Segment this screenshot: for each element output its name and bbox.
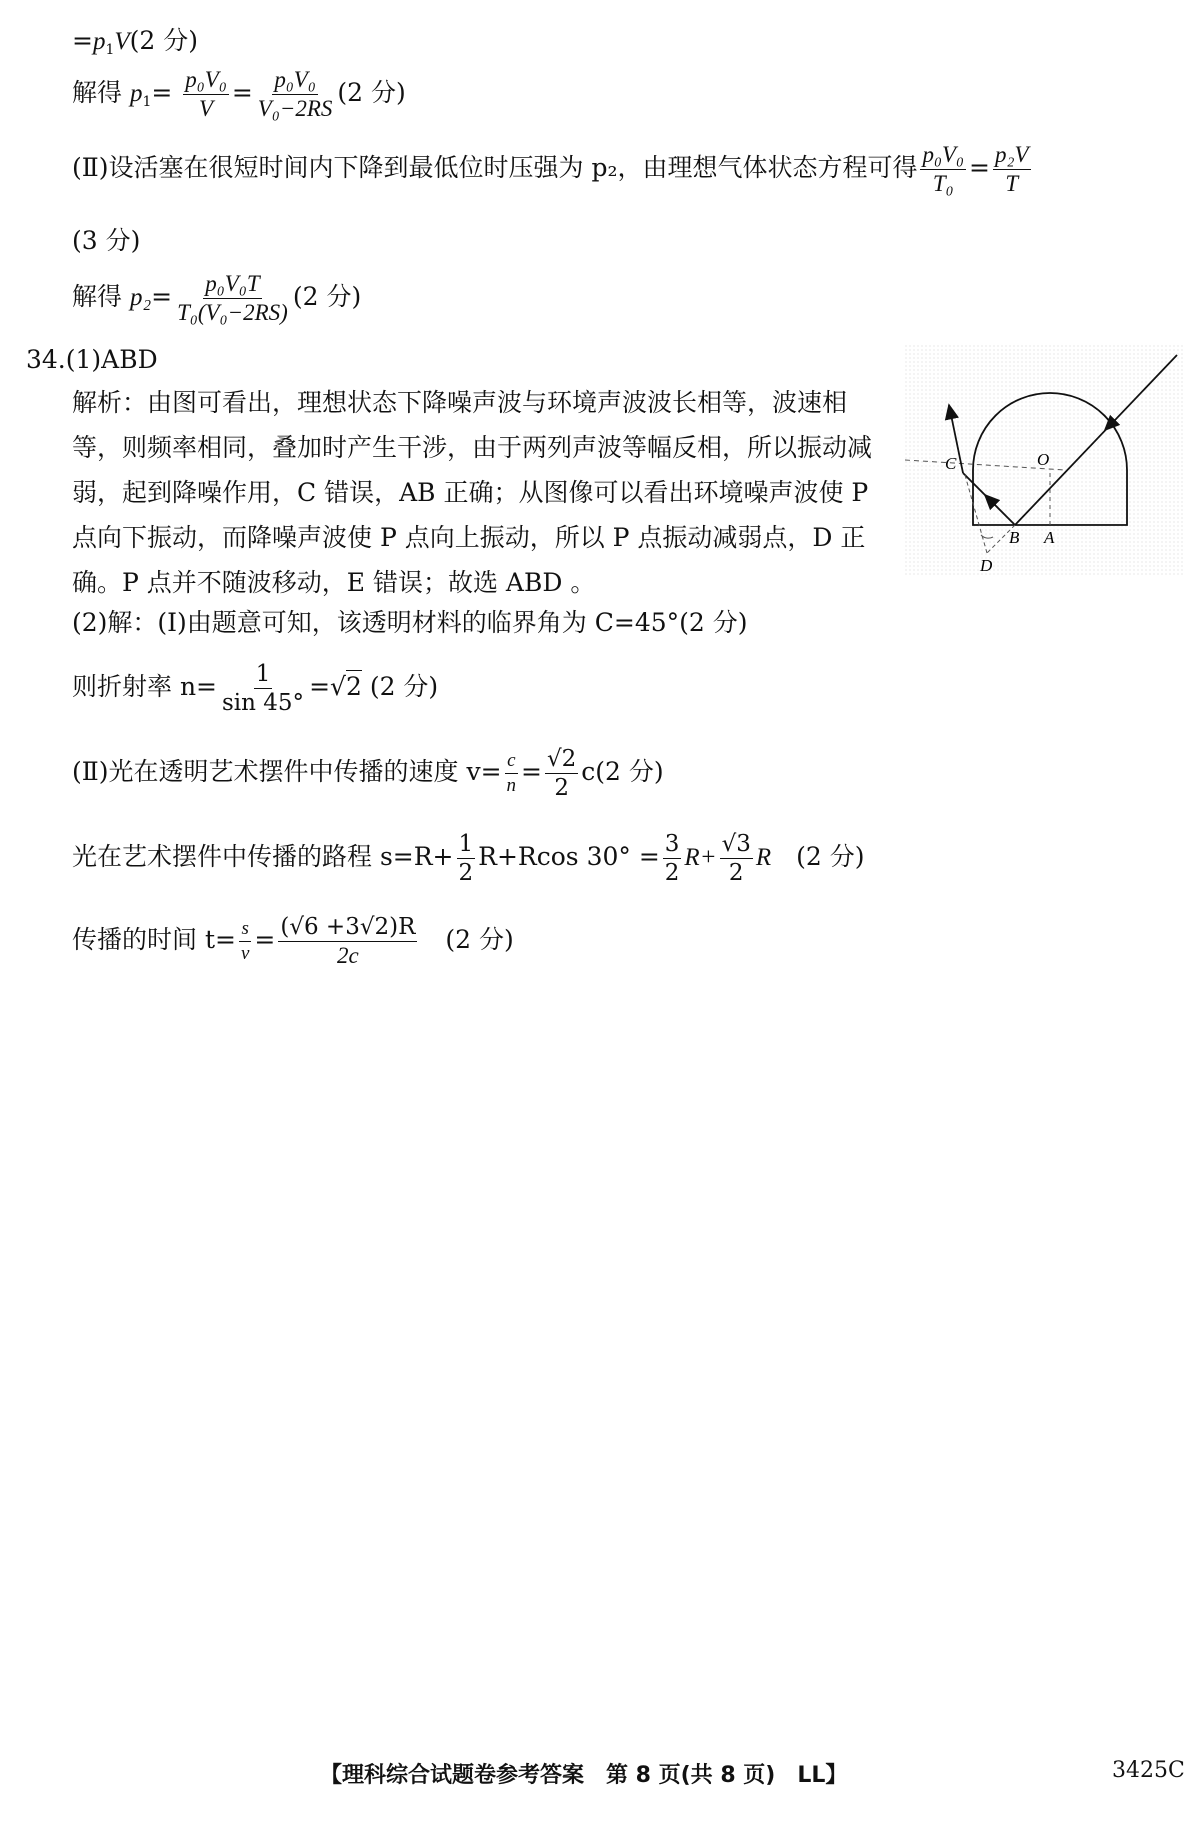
part-2-intro	[72, 610, 748, 635]
numerator: 1	[254, 662, 273, 689]
denominator: sin 45°	[222, 690, 305, 717]
score-note: (3 分)	[72, 226, 141, 255]
denominator: T₀(V₀−2RS)	[177, 300, 288, 326]
solve-text: 解得	[72, 282, 130, 312]
path-length-line	[72, 832, 865, 885]
sqrt-value: 2	[345, 672, 362, 702]
s-tail: R	[755, 844, 772, 872]
equals-sign: =	[521, 757, 542, 787]
denominator: n	[506, 775, 517, 797]
subscript: 1	[142, 94, 152, 111]
denominator: T	[1005, 171, 1019, 197]
numerator: p₂V	[993, 143, 1031, 170]
label-c: C	[945, 454, 957, 473]
fraction	[663, 832, 682, 885]
speed-line	[72, 747, 664, 800]
n-text: 则折射率 n=	[72, 672, 217, 702]
numerator: 3	[663, 832, 682, 859]
score-note: (2 分)	[292, 282, 362, 312]
denominator: 2	[728, 860, 744, 887]
analysis-text: 解析：由图可看出，理想状态下降噪声波与环境声波波长相等，波速相等，则频率相同，叠加时产生干涉，由于两列声波等幅反相，所以振动减弱，起到降噪作用，C 错误，AB 正确；从图像可以看出环境噪声波使 P 点向下振动，而降噪声波使 P 点向上振动，所以 P 点振动减弱点，D 正确。P 点并不随波移动，E 错误；故选 ABD 。	[72, 388, 873, 597]
score-note: (2 分)	[369, 672, 439, 702]
numerator: 1	[457, 832, 476, 859]
equation-line-1	[72, 28, 198, 57]
denominator: 2	[458, 860, 474, 887]
fraction	[920, 143, 966, 196]
footer-text: 【理科综合试题卷参考答案 第 8 页(共 8 页) LL】	[320, 1763, 848, 1788]
score-note: (2 分)	[445, 925, 514, 955]
refractive-index-line: 则折射率 n= $\frac{1}{\sin 45^\circ}$ =√2 (2 分)	[72, 661, 439, 717]
fraction	[720, 832, 753, 885]
subscript: 1	[105, 42, 115, 58]
var-v: V	[114, 28, 130, 55]
label-b: B	[1009, 528, 1020, 547]
equals-sign: =	[254, 925, 276, 955]
numerator: p₀V₀T	[203, 272, 261, 299]
denominator: v	[240, 943, 250, 965]
denominator: V	[199, 96, 214, 122]
fraction	[505, 751, 519, 796]
numerator: √3	[720, 832, 753, 859]
page-footer	[320, 1758, 847, 1789]
score-note: c(2 分)	[581, 757, 664, 787]
fraction	[256, 68, 335, 121]
fraction	[278, 915, 417, 968]
equals-sign: =	[72, 26, 93, 55]
fraction	[220, 662, 306, 715]
equation-line-2: 解得 $p_1=$ $\frac{\text{p₀V₀}}{V}$ = $\frac{\text{p₀V₀}}{\text{V₀−2RS}}$ (2 分)	[72, 67, 406, 122]
optics-diagram	[905, 345, 1185, 577]
label-a: A	[1044, 528, 1055, 547]
question-34-header	[26, 345, 158, 374]
score-note: (2 分)	[337, 78, 406, 108]
v-text: (Ⅱ)光在透明艺术摆件中传播的速度 v=	[72, 757, 502, 787]
var-p2: p₂	[129, 284, 152, 312]
question-number: 34.	[26, 345, 66, 374]
denominator: 2c	[337, 943, 359, 969]
analysis-paragraph	[72, 380, 892, 605]
numerator: (√6 +3√2)R	[278, 915, 417, 942]
numerator: p₀V₀	[183, 68, 229, 95]
numerator: p₀V₀	[920, 143, 966, 170]
score-note: (2 分)	[796, 842, 865, 872]
denominator: V₀−2RS	[257, 96, 333, 122]
var-p: p	[129, 80, 143, 108]
part-1-answer: (1)ABD	[65, 345, 158, 374]
solve-text: 解得	[72, 78, 130, 108]
score-note: (2 分)	[129, 26, 199, 55]
denominator: 2	[664, 860, 680, 887]
equals-sign: =	[151, 78, 173, 108]
denominator: T₀	[932, 171, 954, 197]
equation-line-3: (Ⅱ)设活塞在很短时间内下降到最低位时压强为 p₂，由理想气体状态方程可得 $\frac{\text{p₀V₀}}{\text{T₀}}$ = $\frac{\text{p₂V}}{T}$	[72, 142, 1029, 197]
fraction	[183, 68, 229, 121]
numerator: c	[505, 751, 517, 774]
equals-sign: =	[309, 672, 331, 702]
score-line	[72, 228, 140, 253]
numerator: s	[239, 919, 250, 942]
label-o: O	[1037, 450, 1050, 469]
part-2-text: (2)解：(Ⅰ)由题意可知，该透明材料的临界角为 C=45°(2 分)	[72, 608, 748, 637]
document-code	[1112, 1758, 1185, 1783]
equation-line-5: 解得 p₂= $\frac{\text{p₀V₀T}}{\text{T₀(V₀−2RS)}}$ (2 分)	[72, 271, 362, 326]
optics-figure	[905, 345, 1185, 577]
fraction	[239, 919, 251, 964]
s-text: 光在艺术摆件中传播的路程 s=R+	[72, 842, 454, 872]
fraction	[545, 747, 578, 800]
fraction	[175, 272, 290, 325]
s-mid: R+Rcos 30° =	[478, 842, 660, 872]
label-d: D	[980, 556, 993, 575]
numerator: p₀V₀	[272, 68, 318, 95]
code-text: 3425C	[1112, 1758, 1185, 1783]
t-text: 传播的时间 t=	[72, 925, 236, 955]
fraction	[993, 143, 1031, 196]
time-line	[72, 915, 514, 968]
var-p: p	[92, 28, 106, 55]
denominator: 2	[554, 775, 569, 802]
numerator: √2	[545, 747, 578, 774]
s-plus: R+	[684, 844, 717, 872]
fraction	[457, 832, 476, 885]
step-text: (Ⅱ)设活塞在很短时间内下降到最低位时压强为 p₂，由理想气体状态方程可得	[72, 153, 918, 183]
